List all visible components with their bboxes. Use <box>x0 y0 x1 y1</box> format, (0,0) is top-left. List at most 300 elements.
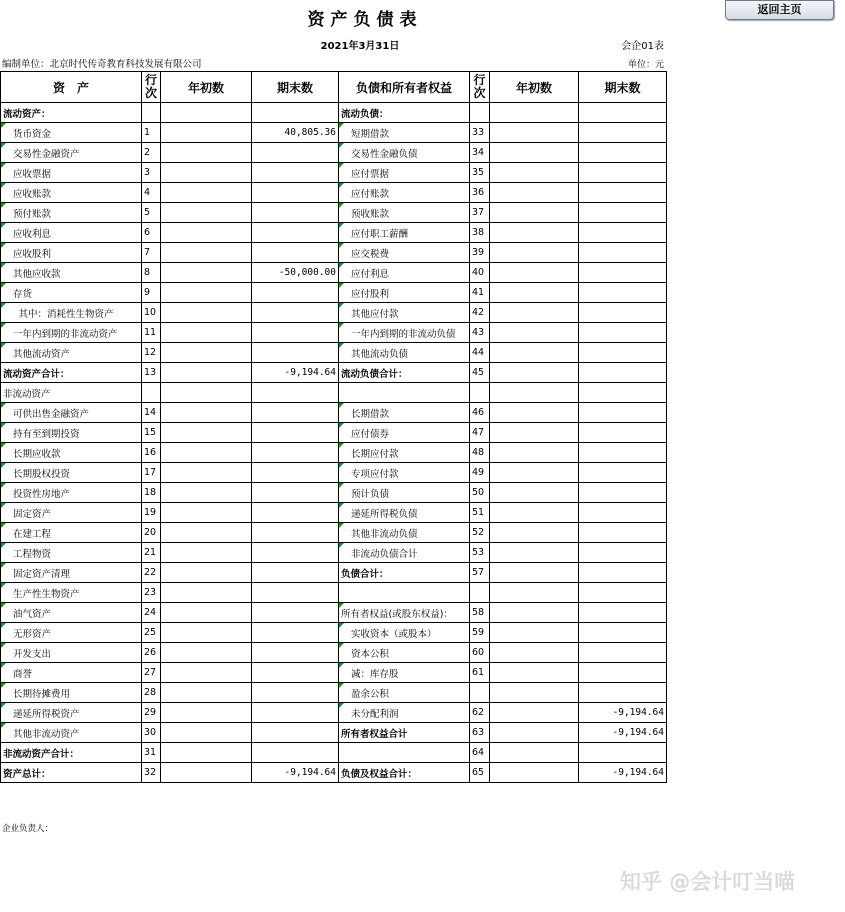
liability-begin-value <box>490 143 579 163</box>
asset-end-value: -9,194.64 <box>252 363 339 383</box>
asset-item: 交易性金融资产 <box>1 143 142 163</box>
asset-line-no: 11 <box>142 323 161 343</box>
liability-item: 应付账款 <box>339 183 470 203</box>
liability-begin-value <box>490 403 579 423</box>
asset-end-value <box>252 383 339 403</box>
liability-begin-value <box>490 763 579 783</box>
liability-line-no: 49 <box>470 463 490 483</box>
table-row <box>1 563 667 583</box>
asset-line-no: 20 <box>142 523 161 543</box>
liability-line-no: 43 <box>470 323 490 343</box>
liability-begin-value <box>490 583 579 603</box>
asset-begin-value <box>161 363 252 383</box>
header-begin-balance: 年初数 <box>161 72 252 103</box>
asset-item: 应收股利 <box>1 243 142 263</box>
liability-line-no: 64 <box>470 743 490 763</box>
liability-begin-value <box>490 483 579 503</box>
asset-item: 生产性生物资产 <box>1 583 142 603</box>
table-row <box>1 123 667 143</box>
liability-line-no <box>470 583 490 603</box>
table-row <box>1 243 667 263</box>
asset-end-value <box>252 683 339 703</box>
asset-line-no: 5 <box>142 203 161 223</box>
asset-end-value <box>252 743 339 763</box>
liability-item: 应付职工薪酬 <box>339 223 470 243</box>
asset-end-value: 40,805.36 <box>252 123 339 143</box>
liability-line-no: 65 <box>470 763 490 783</box>
asset-end-value <box>252 463 339 483</box>
asset-line-no: 13 <box>142 363 161 383</box>
liability-line-no: 35 <box>470 163 490 183</box>
liability-end-value <box>579 103 667 123</box>
liability-begin-value <box>490 563 579 583</box>
table-row <box>1 383 667 403</box>
asset-item: 递延所得税资产 <box>1 703 142 723</box>
liability-begin-value <box>490 543 579 563</box>
liability-begin-value <box>490 343 579 363</box>
liability-end-value <box>579 543 667 563</box>
asset-begin-value <box>161 243 252 263</box>
liability-item: 流动负债： <box>339 103 470 123</box>
report-date: 2021年3月31日 <box>320 41 400 52</box>
asset-line-no: 8 <box>142 263 161 283</box>
liability-item: 应付股利 <box>339 283 470 303</box>
balance-sheet-table <box>0 71 667 783</box>
liability-end-value <box>579 743 667 763</box>
table-row <box>1 463 667 483</box>
asset-begin-value <box>161 623 252 643</box>
asset-line-no: 27 <box>142 663 161 683</box>
liability-end-value <box>579 343 667 363</box>
header-line-no-2: 行次 <box>470 72 490 103</box>
liability-line-no: 40 <box>470 263 490 283</box>
liability-end-value <box>579 443 667 463</box>
asset-line-no: 22 <box>142 563 161 583</box>
report-title: 资产负债表 <box>307 10 423 30</box>
asset-begin-value <box>161 683 252 703</box>
asset-begin-value <box>161 403 252 423</box>
header-assets: 资 产 <box>1 72 142 103</box>
liability-line-no: 63 <box>470 723 490 743</box>
header-row <box>1 72 667 103</box>
liability-item: 递延所得税负债 <box>339 503 470 523</box>
liability-item: 其他应付款 <box>339 303 470 323</box>
asset-line-no: 32 <box>142 763 161 783</box>
liability-line-no: 39 <box>470 243 490 263</box>
liability-end-value: -9,194.64 <box>579 703 667 723</box>
liability-line-no: 44 <box>470 343 490 363</box>
liability-item: 一年内到期的非流动负债 <box>339 323 470 343</box>
liability-begin-value <box>490 103 579 123</box>
asset-end-value <box>252 703 339 723</box>
table-row <box>1 603 667 623</box>
asset-item: 应收利息 <box>1 223 142 243</box>
liability-end-value <box>579 423 667 443</box>
asset-item: 投资性房地产 <box>1 483 142 503</box>
asset-begin-value <box>161 163 252 183</box>
liability-item: 应交税费 <box>339 243 470 263</box>
asset-line-no: 7 <box>142 243 161 263</box>
liability-item: 负债合计： <box>339 563 470 583</box>
asset-line-no: 14 <box>142 403 161 423</box>
asset-end-value <box>252 103 339 123</box>
header-liabilities-equity: 负债和所有者权益 <box>339 72 470 103</box>
asset-item: 流动资产合计： <box>1 363 142 383</box>
header-begin-balance-2: 年初数 <box>490 72 579 103</box>
liability-begin-value <box>490 203 579 223</box>
liability-line-no: 61 <box>470 663 490 683</box>
liability-end-value <box>579 643 667 663</box>
asset-end-value <box>252 503 339 523</box>
asset-begin-value <box>161 723 252 743</box>
liability-item: 其他流动负债 <box>339 343 470 363</box>
asset-item: 应收票据 <box>1 163 142 183</box>
asset-begin-value <box>161 443 252 463</box>
liability-begin-value <box>490 623 579 643</box>
asset-item: 存货 <box>1 283 142 303</box>
liability-begin-value <box>490 523 579 543</box>
table-row <box>1 323 667 343</box>
liability-item: 未分配利润 <box>339 703 470 723</box>
asset-begin-value <box>161 603 252 623</box>
asset-line-no: 24 <box>142 603 161 623</box>
liability-end-value <box>579 463 667 483</box>
liability-line-no: 52 <box>470 523 490 543</box>
asset-item: 开发支出 <box>1 643 142 663</box>
asset-item: 非流动资产 <box>1 383 142 403</box>
liability-end-value <box>579 203 667 223</box>
liability-item: 其他非流动负债 <box>339 523 470 543</box>
liability-item <box>339 583 470 603</box>
liability-end-value <box>579 563 667 583</box>
liability-begin-value <box>490 243 579 263</box>
liability-item <box>339 743 470 763</box>
liability-end-value <box>579 243 667 263</box>
asset-end-value <box>252 203 339 223</box>
liability-begin-value <box>490 503 579 523</box>
table-row <box>1 663 667 683</box>
asset-line-no: 6 <box>142 223 161 243</box>
asset-line-no: 30 <box>142 723 161 743</box>
asset-end-value <box>252 563 339 583</box>
asset-item: 货币资金 <box>1 123 142 143</box>
asset-item: 油气资产 <box>1 603 142 623</box>
asset-begin-value <box>161 303 252 323</box>
asset-end-value <box>252 723 339 743</box>
liability-end-value <box>579 663 667 683</box>
liability-end-value <box>579 523 667 543</box>
asset-item: 长期股权投资 <box>1 463 142 483</box>
liability-end-value <box>579 183 667 203</box>
asset-end-value <box>252 443 339 463</box>
liability-begin-value <box>490 743 579 763</box>
asset-line-no: 31 <box>142 743 161 763</box>
table-row <box>1 543 667 563</box>
liability-line-no: 46 <box>470 403 490 423</box>
liability-line-no: 50 <box>470 483 490 503</box>
asset-begin-value <box>161 523 252 543</box>
asset-begin-value <box>161 183 252 203</box>
asset-begin-value <box>161 463 252 483</box>
asset-begin-value <box>161 283 252 303</box>
liability-line-no: 37 <box>470 203 490 223</box>
liability-item: 资本公积 <box>339 643 470 663</box>
asset-begin-value <box>161 263 252 283</box>
table-row <box>1 643 667 663</box>
liability-line-no: 59 <box>470 623 490 643</box>
liability-end-value <box>579 303 667 323</box>
table-row <box>1 303 667 323</box>
asset-begin-value <box>161 483 252 503</box>
liability-end-value <box>579 623 667 643</box>
asset-item: 预付账款 <box>1 203 142 223</box>
liability-begin-value <box>490 263 579 283</box>
asset-begin-value <box>161 143 252 163</box>
liability-line-no: 45 <box>470 363 490 383</box>
asset-line-no <box>142 383 161 403</box>
asset-line-no <box>142 103 161 123</box>
table-row <box>1 503 667 523</box>
asset-end-value <box>252 623 339 643</box>
asset-item: 持有至到期投资 <box>1 423 142 443</box>
liability-end-value <box>579 583 667 603</box>
footer-signature-label: 企业负责人： <box>2 824 54 834</box>
asset-item: 固定资产 <box>1 503 142 523</box>
asset-begin-value <box>161 203 252 223</box>
header-end-balance-2: 期末数 <box>579 72 667 103</box>
liability-end-value <box>579 503 667 523</box>
liability-end-value <box>579 483 667 503</box>
asset-begin-value <box>161 343 252 363</box>
asset-item: 商誉 <box>1 663 142 683</box>
asset-line-no: 15 <box>142 423 161 443</box>
liability-end-value <box>579 143 667 163</box>
liability-begin-value <box>490 283 579 303</box>
table-row <box>1 203 667 223</box>
liability-begin-value <box>490 603 579 623</box>
asset-item: 其他流动资产 <box>1 343 142 363</box>
return-home-button[interactable]: 返回主页 <box>725 0 834 20</box>
asset-item: 其中：消耗性生物资产 <box>1 303 142 323</box>
asset-item: 资产总计： <box>1 763 142 783</box>
watermark: 知乎 @会计叮当喵 <box>620 870 796 894</box>
liability-item: 应付利息 <box>339 263 470 283</box>
asset-begin-value <box>161 743 252 763</box>
liability-line-no: 53 <box>470 543 490 563</box>
asset-line-no: 10 <box>142 303 161 323</box>
asset-begin-value <box>161 423 252 443</box>
liability-begin-value <box>490 183 579 203</box>
table-row <box>1 623 667 643</box>
asset-begin-value <box>161 563 252 583</box>
liability-end-value <box>579 283 667 303</box>
table-row <box>1 743 667 763</box>
liability-item: 非流动负债合计 <box>339 543 470 563</box>
liability-line-no <box>470 103 490 123</box>
liability-begin-value <box>490 123 579 143</box>
asset-end-value <box>252 183 339 203</box>
asset-item: 应收账款 <box>1 183 142 203</box>
organization-label: 编制单位：北京时代传奇教育科技发展有限公司 <box>2 59 202 70</box>
asset-begin-value <box>161 123 252 143</box>
liability-begin-value <box>490 163 579 183</box>
table-row <box>1 423 667 443</box>
liability-end-value <box>579 223 667 243</box>
liability-begin-value <box>490 643 579 663</box>
liability-item: 长期应付款 <box>339 443 470 463</box>
table-row <box>1 583 667 603</box>
asset-end-value <box>252 403 339 423</box>
liability-end-value <box>579 123 667 143</box>
liability-item: 实收资本（或股本） <box>339 623 470 643</box>
asset-begin-value <box>161 103 252 123</box>
liability-line-no: 42 <box>470 303 490 323</box>
asset-item: 工程物资 <box>1 543 142 563</box>
asset-begin-value <box>161 323 252 343</box>
table-row <box>1 523 667 543</box>
liability-item: 短期借款 <box>339 123 470 143</box>
asset-end-value <box>252 663 339 683</box>
liability-item: 流动负债合计： <box>339 363 470 383</box>
asset-item: 无形资产 <box>1 623 142 643</box>
asset-end-value <box>252 603 339 623</box>
liability-item: 减：库存股 <box>339 663 470 683</box>
liability-item: 预收账款 <box>339 203 470 223</box>
asset-begin-value <box>161 703 252 723</box>
asset-line-no: 19 <box>142 503 161 523</box>
liability-begin-value <box>490 463 579 483</box>
asset-end-value <box>252 303 339 323</box>
asset-item: 其他非流动资产 <box>1 723 142 743</box>
table-row <box>1 143 667 163</box>
liability-begin-value <box>490 703 579 723</box>
asset-line-no: 9 <box>142 283 161 303</box>
asset-begin-value <box>161 583 252 603</box>
asset-item: 长期应收款 <box>1 443 142 463</box>
asset-begin-value <box>161 223 252 243</box>
liability-line-no: 36 <box>470 183 490 203</box>
currency-unit: 单位：元 <box>627 60 664 70</box>
asset-end-value <box>252 143 339 163</box>
asset-begin-value <box>161 663 252 683</box>
asset-item: 其他应收款 <box>1 263 142 283</box>
asset-end-value <box>252 523 339 543</box>
asset-end-value <box>252 423 339 443</box>
table-row <box>1 363 667 383</box>
liability-item: 交易性金融负债 <box>339 143 470 163</box>
table-row <box>1 403 667 423</box>
form-number: 会企01表 <box>621 41 664 52</box>
asset-line-no: 4 <box>142 183 161 203</box>
asset-end-value <box>252 543 339 563</box>
liability-begin-value <box>490 323 579 343</box>
asset-end-value <box>252 243 339 263</box>
asset-end-value <box>252 323 339 343</box>
table-row <box>1 163 667 183</box>
liability-begin-value <box>490 223 579 243</box>
liability-item: 应付票据 <box>339 163 470 183</box>
asset-item: 非流动资产合计： <box>1 743 142 763</box>
liability-end-value <box>579 603 667 623</box>
liability-begin-value <box>490 383 579 403</box>
asset-line-no: 25 <box>142 623 161 643</box>
asset-item: 固定资产清理 <box>1 563 142 583</box>
asset-item: 流动资产： <box>1 103 142 123</box>
asset-end-value: -9,194.64 <box>252 763 339 783</box>
table-row <box>1 763 667 783</box>
asset-end-value <box>252 283 339 303</box>
liability-begin-value <box>490 363 579 383</box>
asset-line-no: 16 <box>142 443 161 463</box>
liability-item: 专项应付款 <box>339 463 470 483</box>
table-row <box>1 683 667 703</box>
asset-begin-value <box>161 763 252 783</box>
asset-end-value <box>252 163 339 183</box>
liability-line-no: 48 <box>470 443 490 463</box>
asset-line-no: 17 <box>142 463 161 483</box>
asset-end-value <box>252 223 339 243</box>
header-end-balance: 期末数 <box>252 72 339 103</box>
asset-line-no: 18 <box>142 483 161 503</box>
liability-end-value <box>579 363 667 383</box>
header-line-no: 行次 <box>142 72 161 103</box>
asset-end-value <box>252 583 339 603</box>
liability-line-no: 47 <box>470 423 490 443</box>
liability-line-no: 33 <box>470 123 490 143</box>
asset-line-no: 29 <box>142 703 161 723</box>
table-row <box>1 483 667 503</box>
liability-line-no: 60 <box>470 643 490 663</box>
liability-begin-value <box>490 723 579 743</box>
liability-item: 负债及权益合计： <box>339 763 470 783</box>
asset-begin-value <box>161 383 252 403</box>
liability-item: 盈余公积 <box>339 683 470 703</box>
table-row <box>1 723 667 743</box>
asset-begin-value <box>161 643 252 663</box>
asset-line-no: 21 <box>142 543 161 563</box>
asset-end-value: -50,000.00 <box>252 263 339 283</box>
liability-item: 长期借款 <box>339 403 470 423</box>
asset-begin-value <box>161 503 252 523</box>
liability-end-value <box>579 383 667 403</box>
liability-begin-value <box>490 423 579 443</box>
table-row <box>1 343 667 363</box>
table-row <box>1 103 667 123</box>
table-row <box>1 703 667 723</box>
asset-line-no: 28 <box>142 683 161 703</box>
asset-item: 长期待摊费用 <box>1 683 142 703</box>
liability-item: 所有者权益(或股东权益)： <box>339 603 470 623</box>
asset-item: 一年内到期的非流动资产 <box>1 323 142 343</box>
asset-begin-value <box>161 543 252 563</box>
liability-line-no: 34 <box>470 143 490 163</box>
liability-item: 应付债券 <box>339 423 470 443</box>
liability-item: 预计负债 <box>339 483 470 503</box>
asset-item: 可供出售金融资产 <box>1 403 142 423</box>
liability-line-no: 62 <box>470 703 490 723</box>
asset-line-no: 23 <box>142 583 161 603</box>
asset-line-no: 26 <box>142 643 161 663</box>
liability-line-no: 51 <box>470 503 490 523</box>
table-row <box>1 263 667 283</box>
asset-end-value <box>252 343 339 363</box>
liability-end-value <box>579 403 667 423</box>
liability-item: 所有者权益合计 <box>339 723 470 743</box>
liability-end-value <box>579 163 667 183</box>
asset-item: 在建工程 <box>1 523 142 543</box>
liability-begin-value <box>490 303 579 323</box>
asset-end-value <box>252 483 339 503</box>
